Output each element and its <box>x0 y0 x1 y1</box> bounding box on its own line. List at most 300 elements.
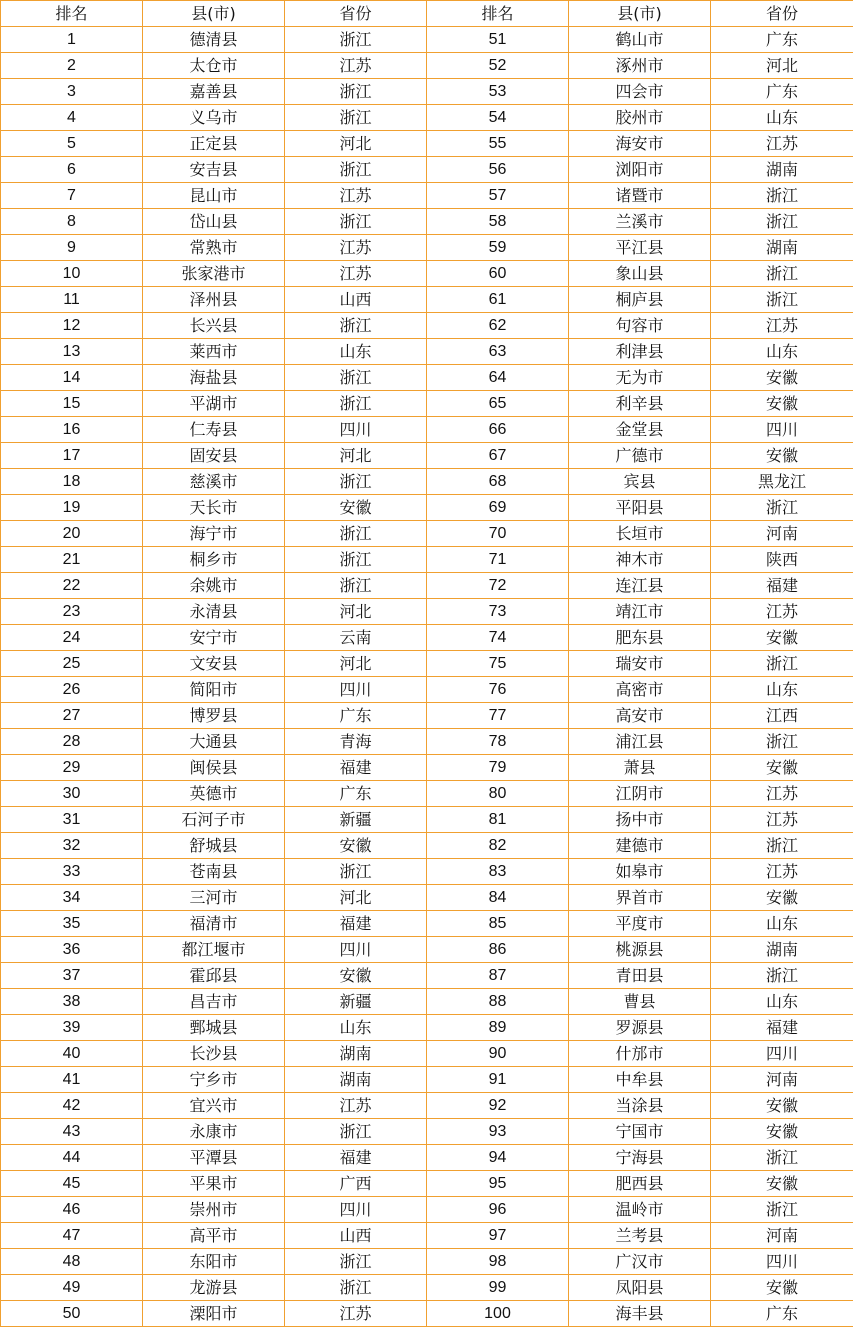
province-cell: 山东 <box>285 339 427 365</box>
rank-cell: 63 <box>427 339 569 365</box>
table-row <box>1 1041 853 1067</box>
county-cell: 仁寿县 <box>143 417 285 443</box>
rank-cell: 53 <box>427 79 569 105</box>
table-row <box>1 937 853 963</box>
county-cell: 嘉善县 <box>143 79 285 105</box>
county-cell: 广德市 <box>569 443 711 469</box>
province-cell: 新疆 <box>285 989 427 1015</box>
rank-cell: 44 <box>1 1145 143 1171</box>
header-rank-left: 排名 <box>1 1 143 27</box>
province-cell: 安徽 <box>285 495 427 521</box>
rank-cell: 46 <box>1 1197 143 1223</box>
province-cell: 四川 <box>711 417 853 443</box>
province-cell: 安徽 <box>711 1119 853 1145</box>
rank-cell: 85 <box>427 911 569 937</box>
county-cell: 龙游县 <box>143 1275 285 1301</box>
rank-cell: 77 <box>427 703 569 729</box>
province-cell: 山东 <box>285 1015 427 1041</box>
table-row <box>1 963 853 989</box>
rank-cell: 35 <box>1 911 143 937</box>
province-cell: 四川 <box>285 417 427 443</box>
province-cell: 河北 <box>711 53 853 79</box>
table-row <box>1 911 853 937</box>
province-cell: 浙江 <box>285 1275 427 1301</box>
rank-cell: 71 <box>427 547 569 573</box>
province-cell: 广西 <box>285 1171 427 1197</box>
table-row <box>1 781 853 807</box>
county-cell: 都江堰市 <box>143 937 285 963</box>
province-cell: 黑龙江 <box>711 469 853 495</box>
province-cell: 湖南 <box>711 937 853 963</box>
county-cell: 什邡市 <box>569 1041 711 1067</box>
rank-cell: 59 <box>427 235 569 261</box>
table-row <box>1 391 853 417</box>
county-cell: 四会市 <box>569 79 711 105</box>
province-cell: 河南 <box>711 521 853 547</box>
county-cell: 萧县 <box>569 755 711 781</box>
table-row <box>1 1119 853 1145</box>
table-row <box>1 131 853 157</box>
county-cell: 博罗县 <box>143 703 285 729</box>
rank-cell: 76 <box>427 677 569 703</box>
county-cell: 平湖市 <box>143 391 285 417</box>
rank-cell: 2 <box>1 53 143 79</box>
county-cell: 太仓市 <box>143 53 285 79</box>
province-cell: 浙江 <box>711 1197 853 1223</box>
county-cell: 如皋市 <box>569 859 711 885</box>
county-cell: 宁乡市 <box>143 1067 285 1093</box>
rank-cell: 99 <box>427 1275 569 1301</box>
county-cell: 瑞安市 <box>569 651 711 677</box>
rank-cell: 54 <box>427 105 569 131</box>
rank-cell: 67 <box>427 443 569 469</box>
county-cell: 闽侯县 <box>143 755 285 781</box>
province-cell: 四川 <box>285 937 427 963</box>
province-cell: 浙江 <box>711 1145 853 1171</box>
province-cell: 山东 <box>711 677 853 703</box>
county-cell: 罗源县 <box>569 1015 711 1041</box>
table-row <box>1 79 853 105</box>
province-cell: 四川 <box>285 677 427 703</box>
rank-cell: 12 <box>1 313 143 339</box>
province-cell: 新疆 <box>285 807 427 833</box>
county-cell: 当涂县 <box>569 1093 711 1119</box>
county-cell: 桐乡市 <box>143 547 285 573</box>
header-rank-right: 排名 <box>427 1 569 27</box>
rank-cell: 18 <box>1 469 143 495</box>
rank-cell: 9 <box>1 235 143 261</box>
table-row <box>1 521 853 547</box>
county-cell: 简阳市 <box>143 677 285 703</box>
county-cell: 平潭县 <box>143 1145 285 1171</box>
rank-cell: 24 <box>1 625 143 651</box>
rank-cell: 62 <box>427 313 569 339</box>
rank-cell: 48 <box>1 1249 143 1275</box>
table-row <box>1 677 853 703</box>
county-cell: 利津县 <box>569 339 711 365</box>
rank-cell: 8 <box>1 209 143 235</box>
county-cell: 鹤山市 <box>569 27 711 53</box>
county-cell: 利辛县 <box>569 391 711 417</box>
rank-cell: 97 <box>427 1223 569 1249</box>
rank-cell: 60 <box>427 261 569 287</box>
rank-cell: 70 <box>427 521 569 547</box>
rank-cell: 3 <box>1 79 143 105</box>
rank-cell: 72 <box>427 573 569 599</box>
rank-cell: 28 <box>1 729 143 755</box>
province-cell: 江苏 <box>711 131 853 157</box>
rank-cell: 30 <box>1 781 143 807</box>
province-cell: 安徽 <box>711 1093 853 1119</box>
header-county-right: 县(市) <box>569 1 711 27</box>
rank-cell: 16 <box>1 417 143 443</box>
province-cell: 浙江 <box>285 521 427 547</box>
rank-cell: 4 <box>1 105 143 131</box>
province-cell: 福建 <box>285 1145 427 1171</box>
rank-cell: 68 <box>427 469 569 495</box>
province-cell: 浙江 <box>711 183 853 209</box>
province-cell: 安徽 <box>285 833 427 859</box>
county-cell: 海丰县 <box>569 1301 711 1327</box>
county-cell: 宾县 <box>569 469 711 495</box>
province-cell: 浙江 <box>285 209 427 235</box>
province-cell: 福建 <box>285 911 427 937</box>
header-province-right: 省份 <box>711 1 853 27</box>
province-cell: 四川 <box>711 1041 853 1067</box>
table-row <box>1 27 853 53</box>
rank-cell: 69 <box>427 495 569 521</box>
province-cell: 湖南 <box>285 1041 427 1067</box>
rank-cell: 47 <box>1 1223 143 1249</box>
table-row <box>1 339 853 365</box>
table-row <box>1 1171 853 1197</box>
rank-cell: 86 <box>427 937 569 963</box>
rank-cell: 41 <box>1 1067 143 1093</box>
county-cell: 高安市 <box>569 703 711 729</box>
county-cell: 昆山市 <box>143 183 285 209</box>
province-cell: 浙江 <box>285 1119 427 1145</box>
province-cell: 江苏 <box>285 1301 427 1327</box>
table-row <box>1 989 853 1015</box>
table-row <box>1 443 853 469</box>
province-cell: 广东 <box>711 27 853 53</box>
rank-cell: 21 <box>1 547 143 573</box>
rank-cell: 50 <box>1 1301 143 1327</box>
county-cell: 东阳市 <box>143 1249 285 1275</box>
province-cell: 江西 <box>711 703 853 729</box>
county-cell: 溧阳市 <box>143 1301 285 1327</box>
rank-cell: 6 <box>1 157 143 183</box>
county-cell: 宁国市 <box>569 1119 711 1145</box>
county-cell: 句容市 <box>569 313 711 339</box>
rank-cell: 66 <box>427 417 569 443</box>
county-cell: 浏阳市 <box>569 157 711 183</box>
rank-cell: 74 <box>427 625 569 651</box>
county-cell: 肥东县 <box>569 625 711 651</box>
rank-cell: 64 <box>427 365 569 391</box>
county-cell: 桃源县 <box>569 937 711 963</box>
rank-cell: 22 <box>1 573 143 599</box>
province-cell: 福建 <box>285 755 427 781</box>
county-cell: 温岭市 <box>569 1197 711 1223</box>
county-cell: 江阴市 <box>569 781 711 807</box>
province-cell: 江苏 <box>285 261 427 287</box>
county-cell: 慈溪市 <box>143 469 285 495</box>
county-cell: 诸暨市 <box>569 183 711 209</box>
province-cell: 浙江 <box>711 833 853 859</box>
table-row <box>1 495 853 521</box>
county-cell: 石河子市 <box>143 807 285 833</box>
county-cell: 神木市 <box>569 547 711 573</box>
rank-cell: 81 <box>427 807 569 833</box>
county-cell: 无为市 <box>569 365 711 391</box>
table-row <box>1 859 853 885</box>
province-cell: 四川 <box>711 1249 853 1275</box>
county-cell: 天长市 <box>143 495 285 521</box>
rank-cell: 61 <box>427 287 569 313</box>
county-cell: 宁海县 <box>569 1145 711 1171</box>
province-cell: 山西 <box>285 1223 427 1249</box>
province-cell: 江苏 <box>711 313 853 339</box>
table-row <box>1 1067 853 1093</box>
county-cell: 平阳县 <box>569 495 711 521</box>
rank-cell: 89 <box>427 1015 569 1041</box>
county-cell: 霍邱县 <box>143 963 285 989</box>
province-cell: 浙江 <box>285 859 427 885</box>
table-row <box>1 417 853 443</box>
header-county-left: 县(市) <box>143 1 285 27</box>
county-cell: 海盐县 <box>143 365 285 391</box>
rank-cell: 27 <box>1 703 143 729</box>
rank-cell: 88 <box>427 989 569 1015</box>
province-cell: 浙江 <box>711 261 853 287</box>
province-cell: 陕西 <box>711 547 853 573</box>
rank-cell: 15 <box>1 391 143 417</box>
province-cell: 浙江 <box>711 651 853 677</box>
rank-cell: 95 <box>427 1171 569 1197</box>
county-cell: 靖江市 <box>569 599 711 625</box>
province-cell: 江苏 <box>285 235 427 261</box>
province-cell: 浙江 <box>285 469 427 495</box>
rank-cell: 42 <box>1 1093 143 1119</box>
province-cell: 江苏 <box>285 53 427 79</box>
province-cell: 江苏 <box>711 859 853 885</box>
province-cell: 浙江 <box>285 157 427 183</box>
county-cell: 舒城县 <box>143 833 285 859</box>
county-cell: 平江县 <box>569 235 711 261</box>
table-row <box>1 105 853 131</box>
county-cell: 胶州市 <box>569 105 711 131</box>
rank-cell: 26 <box>1 677 143 703</box>
province-cell: 河北 <box>285 885 427 911</box>
table-row <box>1 183 853 209</box>
rank-cell: 31 <box>1 807 143 833</box>
rank-cell: 23 <box>1 599 143 625</box>
county-cell: 英德市 <box>143 781 285 807</box>
rank-cell: 19 <box>1 495 143 521</box>
province-cell: 江苏 <box>285 183 427 209</box>
county-cell: 广汉市 <box>569 1249 711 1275</box>
rank-cell: 92 <box>427 1093 569 1119</box>
rank-cell: 73 <box>427 599 569 625</box>
county-cell: 宜兴市 <box>143 1093 285 1119</box>
province-cell: 浙江 <box>711 729 853 755</box>
rank-cell: 93 <box>427 1119 569 1145</box>
rank-cell: 90 <box>427 1041 569 1067</box>
table-row <box>1 313 853 339</box>
province-cell: 山东 <box>711 911 853 937</box>
county-cell: 泽州县 <box>143 287 285 313</box>
county-cell: 三河市 <box>143 885 285 911</box>
county-cell: 文安县 <box>143 651 285 677</box>
county-cell: 余姚市 <box>143 573 285 599</box>
county-cell: 永康市 <box>143 1119 285 1145</box>
county-cell: 桐庐县 <box>569 287 711 313</box>
province-cell: 江苏 <box>711 781 853 807</box>
rank-cell: 65 <box>427 391 569 417</box>
county-cell: 海宁市 <box>143 521 285 547</box>
county-cell: 昌吉市 <box>143 989 285 1015</box>
table-row <box>1 1275 853 1301</box>
county-cell: 兰溪市 <box>569 209 711 235</box>
province-cell: 安徽 <box>711 755 853 781</box>
rank-cell: 100 <box>427 1301 569 1327</box>
table-row <box>1 1015 853 1041</box>
table-body <box>1 1 853 1327</box>
province-cell: 福建 <box>711 573 853 599</box>
province-cell: 云南 <box>285 625 427 651</box>
province-cell: 山西 <box>285 287 427 313</box>
province-cell: 河北 <box>285 651 427 677</box>
table-row <box>1 1145 853 1171</box>
county-cell: 扬中市 <box>569 807 711 833</box>
province-cell: 广东 <box>711 1301 853 1327</box>
county-cell: 平度市 <box>569 911 711 937</box>
rank-cell: 84 <box>427 885 569 911</box>
rank-cell: 39 <box>1 1015 143 1041</box>
rank-cell: 78 <box>427 729 569 755</box>
table-row <box>1 547 853 573</box>
county-cell: 涿州市 <box>569 53 711 79</box>
rank-cell: 79 <box>427 755 569 781</box>
rank-cell: 45 <box>1 1171 143 1197</box>
rank-cell: 96 <box>427 1197 569 1223</box>
rank-cell: 82 <box>427 833 569 859</box>
province-cell: 浙江 <box>711 963 853 989</box>
province-cell: 浙江 <box>285 391 427 417</box>
county-cell: 浦江县 <box>569 729 711 755</box>
province-cell: 安徽 <box>285 963 427 989</box>
province-cell: 安徽 <box>711 391 853 417</box>
table-row <box>1 729 853 755</box>
table-row <box>1 469 853 495</box>
province-cell: 青海 <box>285 729 427 755</box>
province-cell: 广东 <box>285 781 427 807</box>
county-cell: 苍南县 <box>143 859 285 885</box>
county-cell: 义乌市 <box>143 105 285 131</box>
province-cell: 河北 <box>285 443 427 469</box>
province-cell: 河南 <box>711 1067 853 1093</box>
rank-cell: 43 <box>1 1119 143 1145</box>
province-cell: 湖南 <box>711 157 853 183</box>
county-cell: 肥西县 <box>569 1171 711 1197</box>
table-row <box>1 599 853 625</box>
county-cell: 海安市 <box>569 131 711 157</box>
rank-cell: 94 <box>427 1145 569 1171</box>
province-cell: 山东 <box>711 105 853 131</box>
province-cell: 浙江 <box>711 287 853 313</box>
county-cell: 崇州市 <box>143 1197 285 1223</box>
rank-cell: 29 <box>1 755 143 781</box>
table-row <box>1 287 853 313</box>
province-cell: 安徽 <box>711 1275 853 1301</box>
table-row <box>1 755 853 781</box>
rank-cell: 52 <box>427 53 569 79</box>
rank-cell: 80 <box>427 781 569 807</box>
table-header-row <box>1 1 853 27</box>
rank-cell: 75 <box>427 651 569 677</box>
province-cell: 安徽 <box>711 1171 853 1197</box>
rank-cell: 38 <box>1 989 143 1015</box>
county-cell: 福清市 <box>143 911 285 937</box>
table-row <box>1 625 853 651</box>
table-row <box>1 209 853 235</box>
rank-cell: 34 <box>1 885 143 911</box>
table-row <box>1 833 853 859</box>
rank-cell: 1 <box>1 27 143 53</box>
province-cell: 河北 <box>285 599 427 625</box>
province-cell: 江苏 <box>711 807 853 833</box>
province-cell: 浙江 <box>285 313 427 339</box>
county-cell: 象山县 <box>569 261 711 287</box>
rank-cell: 13 <box>1 339 143 365</box>
county-cell: 高密市 <box>569 677 711 703</box>
table-row <box>1 1301 853 1327</box>
county-cell: 莱西市 <box>143 339 285 365</box>
province-cell: 浙江 <box>285 547 427 573</box>
county-cell: 固安县 <box>143 443 285 469</box>
province-cell: 安徽 <box>711 625 853 651</box>
rank-cell: 7 <box>1 183 143 209</box>
province-cell: 湖南 <box>711 235 853 261</box>
table-row <box>1 157 853 183</box>
province-cell: 浙江 <box>285 1249 427 1275</box>
county-cell: 平果市 <box>143 1171 285 1197</box>
rank-cell: 87 <box>427 963 569 989</box>
table-row <box>1 573 853 599</box>
county-cell: 张家港市 <box>143 261 285 287</box>
province-cell: 浙江 <box>711 495 853 521</box>
rank-cell: 17 <box>1 443 143 469</box>
province-cell: 安徽 <box>711 443 853 469</box>
county-cell: 德清县 <box>143 27 285 53</box>
province-cell: 广东 <box>711 79 853 105</box>
province-cell: 浙江 <box>711 209 853 235</box>
rank-cell: 32 <box>1 833 143 859</box>
table-row <box>1 703 853 729</box>
rank-cell: 40 <box>1 1041 143 1067</box>
county-cell: 安吉县 <box>143 157 285 183</box>
rank-cell: 20 <box>1 521 143 547</box>
county-cell: 连江县 <box>569 573 711 599</box>
province-cell: 安徽 <box>711 885 853 911</box>
province-cell: 山东 <box>711 339 853 365</box>
rank-cell: 37 <box>1 963 143 989</box>
rank-cell: 11 <box>1 287 143 313</box>
county-cell: 兰考县 <box>569 1223 711 1249</box>
province-cell: 浙江 <box>285 79 427 105</box>
county-cell: 界首市 <box>569 885 711 911</box>
